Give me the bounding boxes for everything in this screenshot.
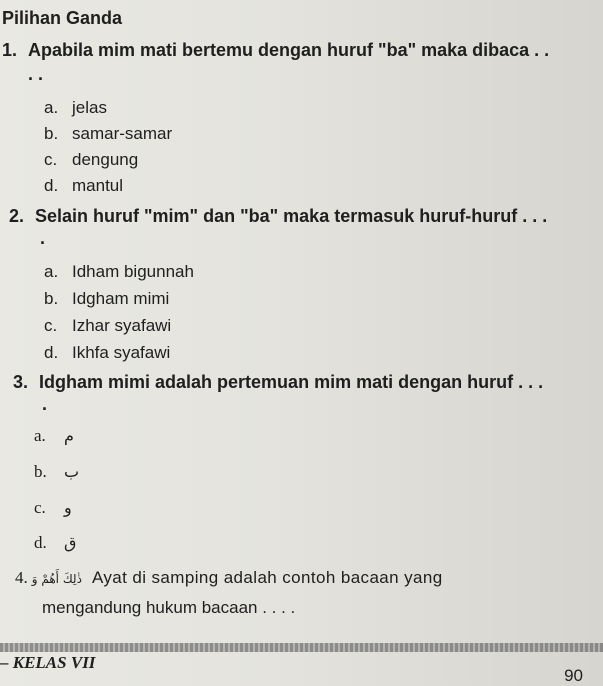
option-letter: d. (34, 533, 47, 552)
question-1 (2, 40, 549, 61)
option-a (34, 426, 74, 446)
option-letter: d. (44, 176, 59, 195)
option-text: ب (64, 462, 80, 481)
option-text: mantul (72, 176, 124, 195)
question-number: 3. (13, 372, 29, 392)
option-text: ق (64, 533, 77, 552)
option-b (34, 462, 79, 482)
question-text: Idgham mimi adalah pertemuan mim mati dengan huruf . . . (39, 372, 544, 392)
option-c (44, 150, 138, 170)
arabic-verse: ذٰلِكَ أَهُمْ وَ (31, 572, 82, 586)
option-letter: a. (44, 262, 59, 281)
option-letter: c. (34, 498, 46, 517)
option-d (44, 176, 123, 196)
question-3 (13, 372, 543, 393)
option-b (44, 289, 169, 309)
question-continuation: . (40, 228, 46, 248)
option-text: و (64, 498, 72, 517)
question-text: Apabila mim mati bertemu dengan huruf "ba" maka dibaca . . (28, 40, 550, 60)
option-letter: b. (44, 124, 59, 143)
question-continuation: . . (28, 64, 44, 84)
option-letter: a. (44, 98, 59, 117)
question-4 (15, 568, 600, 588)
footer-label: – KELAS VII (0, 653, 96, 672)
page-number: 90 (564, 666, 583, 685)
option-d (34, 533, 76, 553)
section-title: Pilihan Ganda (2, 8, 123, 28)
option-text: Ikhfa syafawi (72, 343, 171, 362)
footer-rule (0, 643, 603, 652)
option-a (44, 262, 194, 282)
option-text: samar-samar (72, 124, 173, 143)
option-a (44, 98, 107, 118)
option-text: Idgham mimi (72, 289, 170, 308)
option-letter: c. (44, 316, 58, 335)
question-continuation: mengandung hukum bacaan . . . . (42, 598, 296, 617)
option-letter: c. (44, 150, 58, 169)
option-d (44, 343, 170, 363)
question-number: 2. (9, 206, 25, 226)
option-text: Izhar syafawi (72, 316, 172, 335)
option-letter: b. (34, 462, 47, 481)
question-text: Ayat di samping adalah contoh bacaan yang (91, 568, 443, 587)
option-letter: d. (44, 343, 59, 362)
option-c (44, 316, 171, 336)
option-text: jelas (72, 98, 107, 117)
question-2 (9, 206, 547, 227)
question-text: Selain huruf "mim" dan "ba" maka termasuk huruf-huruf . . . (35, 206, 548, 226)
question-number: 4. (15, 568, 28, 587)
option-c (34, 498, 72, 518)
option-letter: a. (34, 426, 46, 445)
option-text: dengung (72, 150, 139, 169)
question-continuation: . (42, 394, 48, 414)
question-number: 1. (2, 40, 18, 60)
option-b (44, 124, 172, 144)
option-text: Idham bigunnah (72, 262, 194, 281)
option-text: م (64, 426, 74, 445)
option-letter: b. (44, 289, 59, 308)
